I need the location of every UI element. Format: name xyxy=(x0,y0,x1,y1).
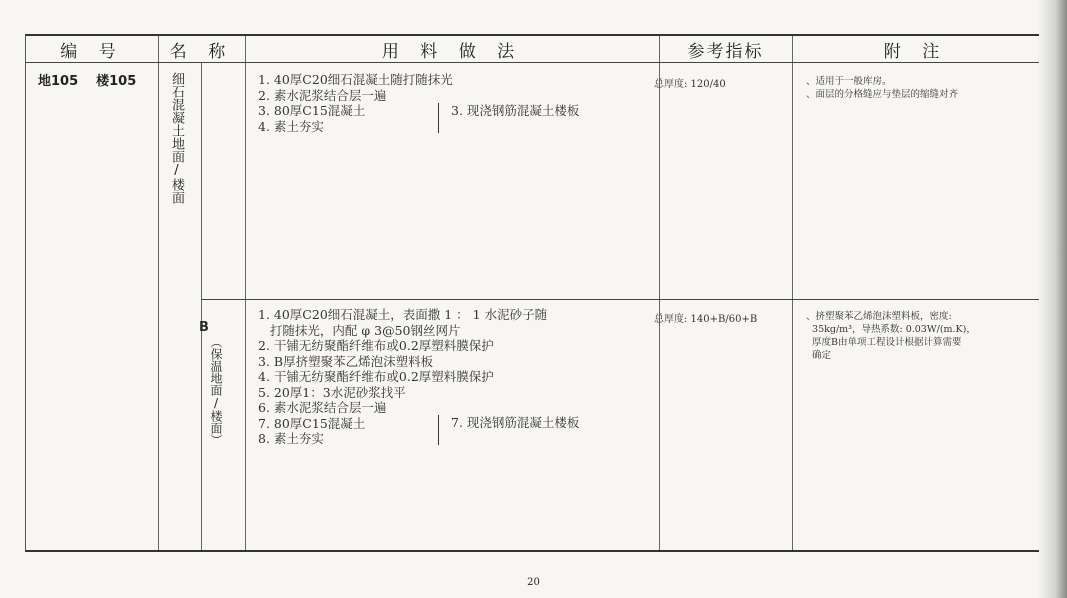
variant-a-steps xyxy=(258,72,580,134)
variant-b-steps xyxy=(258,307,580,447)
variant-b-label: B xyxy=(199,320,209,335)
header-code: 编 号 xyxy=(60,41,124,62)
method-step: 3. 80厚C15混凝土 xyxy=(258,103,366,118)
code-floor: 楼105 xyxy=(96,74,137,89)
method-step: 8. 素土夯实 xyxy=(258,431,324,446)
method-step: 打随抹光，内配 φ 3@50钢丝网片 xyxy=(258,322,461,338)
note-line: 、适用于一般库房。 xyxy=(806,76,892,87)
note-line: 、挤塑聚苯乙烯泡沫塑料板，密度: xyxy=(806,311,952,322)
page-number: 20 xyxy=(527,577,540,588)
column-divider xyxy=(659,36,660,550)
floor-alternative-step: 3. 现浇钢筋混凝土楼板 xyxy=(438,103,579,133)
page-edge-shadow xyxy=(1037,0,1067,598)
row-divider xyxy=(201,299,1039,300)
header-reference: 参考指标 xyxy=(687,41,764,62)
floor-alternative-step: 7. 现浇钢筋混凝土楼板 xyxy=(438,415,579,445)
column-divider xyxy=(245,36,246,550)
note-line: 、面层的分格缝应与垫层的缩缝对齐 xyxy=(806,89,959,100)
header-name: 名 称 xyxy=(169,41,234,62)
column-divider xyxy=(792,36,793,550)
code-ground: 地105 xyxy=(38,74,79,89)
method-step: 1. 40厚C20细石混凝土，表面撒 1 ： 1 水泥砂子随 xyxy=(258,307,548,322)
header-divider xyxy=(26,62,1039,63)
note-line: 35kg/m³，导热系数: 0.03W/(m.K)， xyxy=(806,324,976,335)
variant-a-reference: 总厚度: 120/40 xyxy=(654,79,726,90)
method-step: 4. 素土夯实 xyxy=(258,118,324,134)
item-name: 细石混凝土地面/楼面 xyxy=(169,72,184,204)
method-step: 3. B厚挤塑聚苯乙烯泡沫塑料板 xyxy=(258,353,434,369)
variant-b-name: （保温地面/楼面） xyxy=(209,336,223,446)
method-step: 4. 干铺无纺聚酯纤维布或0.2厚塑料膜保护 xyxy=(258,369,494,384)
item-code xyxy=(38,70,154,89)
column-divider xyxy=(201,62,202,550)
variant-a-notes xyxy=(806,75,1038,101)
spec-table xyxy=(25,34,1039,552)
note-line: 确定 xyxy=(806,350,832,361)
header-method: 用 料 做 法 xyxy=(381,41,523,62)
method-step: 7. 80厚C15混凝土 xyxy=(258,415,366,431)
column-divider xyxy=(158,36,159,550)
header-notes: 附 注 xyxy=(883,41,948,62)
method-step: 6. 素水泥浆结合层一遍 xyxy=(258,400,387,415)
variant-b-notes xyxy=(806,310,1038,362)
method-step: 1. 40厚C20细石混凝土随打随抹光 xyxy=(258,72,453,87)
note-line: 厚度B由单项工程设计根据计算需要 xyxy=(806,337,962,348)
method-step: 5. 20厚1：3水泥砂浆找平 xyxy=(258,384,406,400)
method-step: 2. 素水泥浆结合层一遍 xyxy=(258,87,387,103)
variant-b-reference: 总厚度: 140+B/60+B xyxy=(654,314,758,325)
method-step: 2. 干铺无纺聚酯纤维布或0.2厚塑料膜保护 xyxy=(258,338,494,353)
